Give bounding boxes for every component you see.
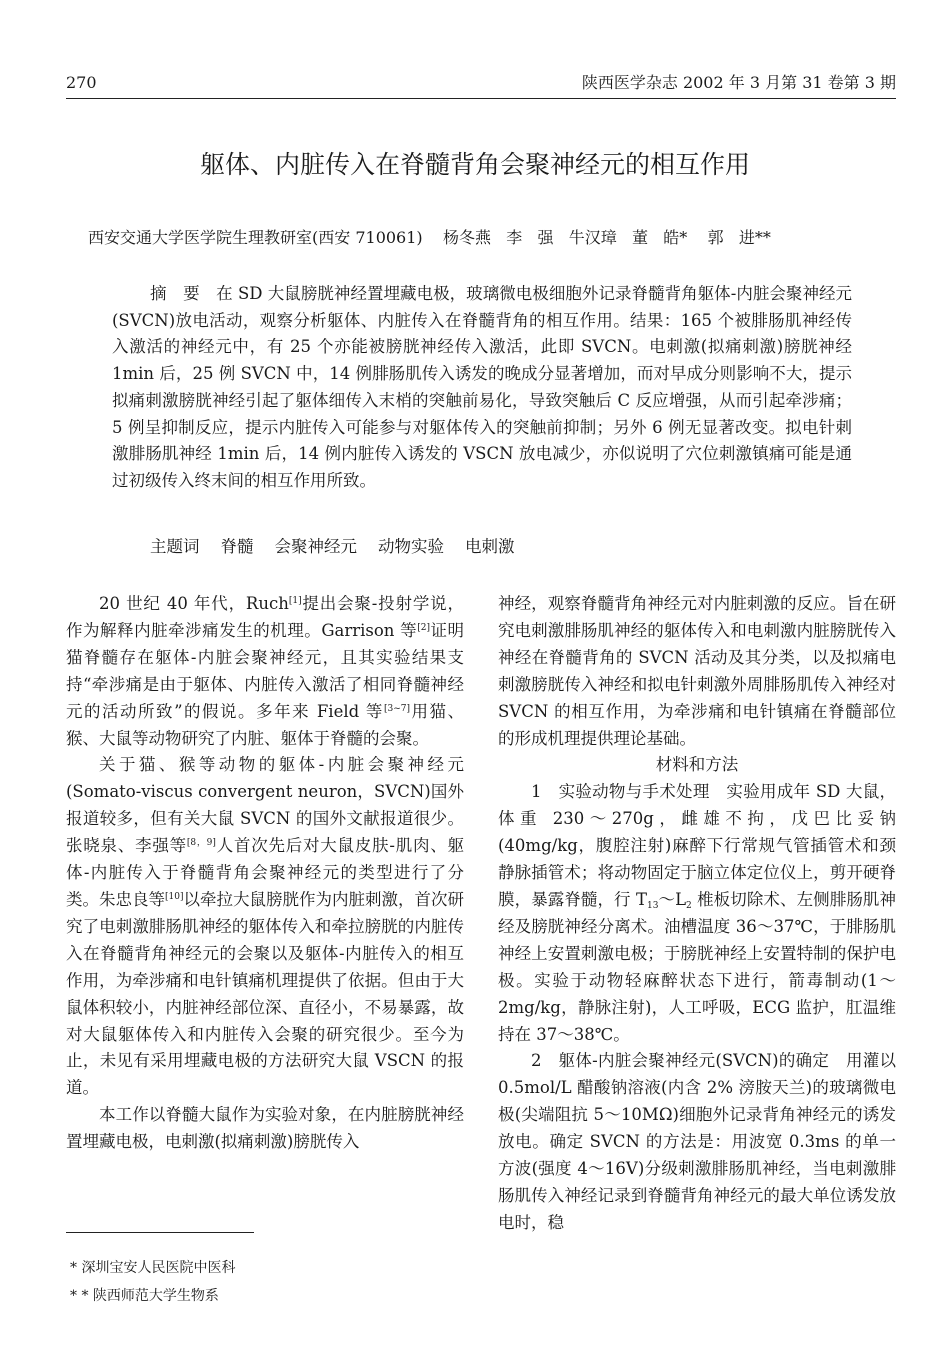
page-number: 270 xyxy=(66,73,97,92)
keywords xyxy=(150,534,514,560)
author-line: 西安交通大学医学院生理教研室(西安 710061) 杨冬燕 李 强 牛汉璋 董 皓* 郭 进** xyxy=(88,228,771,247)
paragraph: 2 躯体-内脏会聚神经元(SVCN)的确定 用灌以 0.5mol/L 醋酸钠溶液(内含 2% 滂胺天兰)的玻璃微电极(尖端阻抗 5～10MΩ)细胞外记录背角神经元的诱发放电。确定 SVCN 的方法是：用波宽 0.3ms 的单一方波(强度 4～16V)分级刺激腓肠肌神经，当电刺激腓肠肌传入神经记录到脊髓背角神经元的最大单位诱发放电时，稳 xyxy=(498,1051,896,1232)
paragraph: 20 世纪 40 年代，Ruch[1]提出会聚-投射学说，作为解释内脏牵涉痛发生的机理。Garrison 等[2]证明猫脊髓存在躯体-内脏会聚神经元，且其实验结果支持“牵涉痛是由于躯体、内脏传入激活了相同脊髓神经元的活动所致”的假说。多年来 Field 等[3~7]用猫、猴、大鼠等动物研究了内脏、躯体于脊髓的会聚。 xyxy=(66,594,465,748)
article-title: 躯体、内脏传入在脊髓背角会聚神经元的相互作用 xyxy=(199,150,750,179)
section-heading: 材料和方法 xyxy=(655,755,739,775)
abstract-label: 摘 要 xyxy=(150,284,200,303)
abstract xyxy=(112,281,852,495)
header-rule xyxy=(66,98,896,99)
keyword: 脊髓 xyxy=(220,537,254,556)
citation: [1] xyxy=(288,596,302,606)
abstract-text: 在 SD 大鼠膀胱神经置埋藏电极，玻璃微电极细胞外记录脊髓背角躯体-内脏会聚神经元(SVCN)放电活动，观察分析躯体、内脏传入在脊髓背角的相互作用。结果：165 个被腓肠肌神经传入激活的神经元中，有 25 个亦能被膀胱神经传入激活，此即 SVCN。电刺激(拟痛刺激)膀胱神经 1min 后，25 例 SVCN 中，14 例腓肠肌传入诱发的晚成分显著增加，而对早成分则影响不大，提示拟痛刺激膀胱神经引起了躯体细传入末梢的突触前易化，导致突触后 C 反应增强，从而引起牵涉痛；5 例呈抑制反应，提示内脏传入可能参与对躯体传入的突触前抑制；另外 6 例无显著改变。拟电针刺激腓肠肌神经 1min 后，14 例内脏传入诱发的 VSCN 放电减少，亦似说明了穴位刺激镇痛可能是通过初级传入终末间的相互作用所致。 xyxy=(112,284,853,490)
paragraph: 关于猫、猴等动物的躯体-内脏会聚神经元(Somato-viscus convergent neuron，SVCN)国外报道较多，但有关大鼠 SVCN 的国外文献报道很少。张晓泉、李强等[8，9]人首次先后对大鼠皮肤-肌肉、躯体-内脏传入于脊髓背角会聚神经元的类型进行了分类。朱忠良等[10]以牵拉大鼠膀胱作为内脏刺激，首次研究了电刺激腓肠肌神经的躯体传入和牵拉膀胱的内脏传入在脊髓背角神经元的会聚以及躯体-内脏传入的相互作用，为牵涉痛和电针镇痛机理提供了依据。但由于大鼠体积较小，内脏神经部位深、直径小，不易暴露，故对大鼠躯体传入和内脏传入会聚的研究很少。至今为止，未见有采用埋藏电极的方法研究大鼠 VSCN 的报道。 xyxy=(66,755,465,1098)
footnote: * 深圳宝安人民医院中医科 xyxy=(70,1260,236,1276)
footnote: * * 陕西师范大学生物系 xyxy=(70,1288,219,1304)
citation: [2] xyxy=(417,622,430,633)
left-column xyxy=(66,591,464,1156)
paragraph: 本工作以脊髓大鼠作为实验对象，在内脏膀胱神经置埋藏电极，电刺激(拟痛刺激)膀胱传入 xyxy=(66,1105,464,1152)
keyword: 电刺激 xyxy=(464,537,515,556)
keywords-label: 主题词 xyxy=(150,537,200,556)
right-column xyxy=(498,591,896,1237)
paragraph: 神经，观察脊髓背角神经元对内脏刺激的反应。旨在研究电刺激腓肠肌神经的躯体传入和电刺激内脏膀胱传入神经在脊髓背角的 SVCN 活动及其分类，以及拟痛电刺激膀胱传入神经和拟电针刺激外周腓肠肌传入神经对 SVCN 的相互作用，为牵涉痛和电针镇痛在脊髓部位的形成机理提供理论基础。 xyxy=(498,594,896,748)
citation: [3~7] xyxy=(383,703,410,714)
keyword: 会聚神经元 xyxy=(274,537,357,556)
journal-running-head: 陕西医学杂志 2002 年 3 月第 31 卷第 3 期 xyxy=(581,73,896,92)
citation: [8，9] xyxy=(186,838,216,849)
citation: [10] xyxy=(165,891,184,902)
footnote-rule xyxy=(66,1232,254,1233)
keyword: 动物实验 xyxy=(377,537,444,556)
paragraph: 1 实验动物与手术处理 实验用成年 SD 大鼠，体重 230～270g，雌雄不拘，戊巴比妥钠(40mg/kg，腹腔注射)麻醉下行常规气管插管术和颈静脉插管术；将动物固定于脑立体定位仪上，剪开硬脊膜，暴露脊髓，行 $T_{13}\sim L_2$ 椎板切除术、左侧腓肠肌神经及膀胱神经分离术。油槽温度 36～37℃，于腓肠肌神经上安置刺激电极；于膀胱神经上安置特制的保护电极。实验于动物轻麻醉状态下进行，箭毒制动(1～2mg/kg，静脉注射)，人工呼吸，ECG 监护，肛温维持在 37～38℃。 xyxy=(498,782,896,1044)
